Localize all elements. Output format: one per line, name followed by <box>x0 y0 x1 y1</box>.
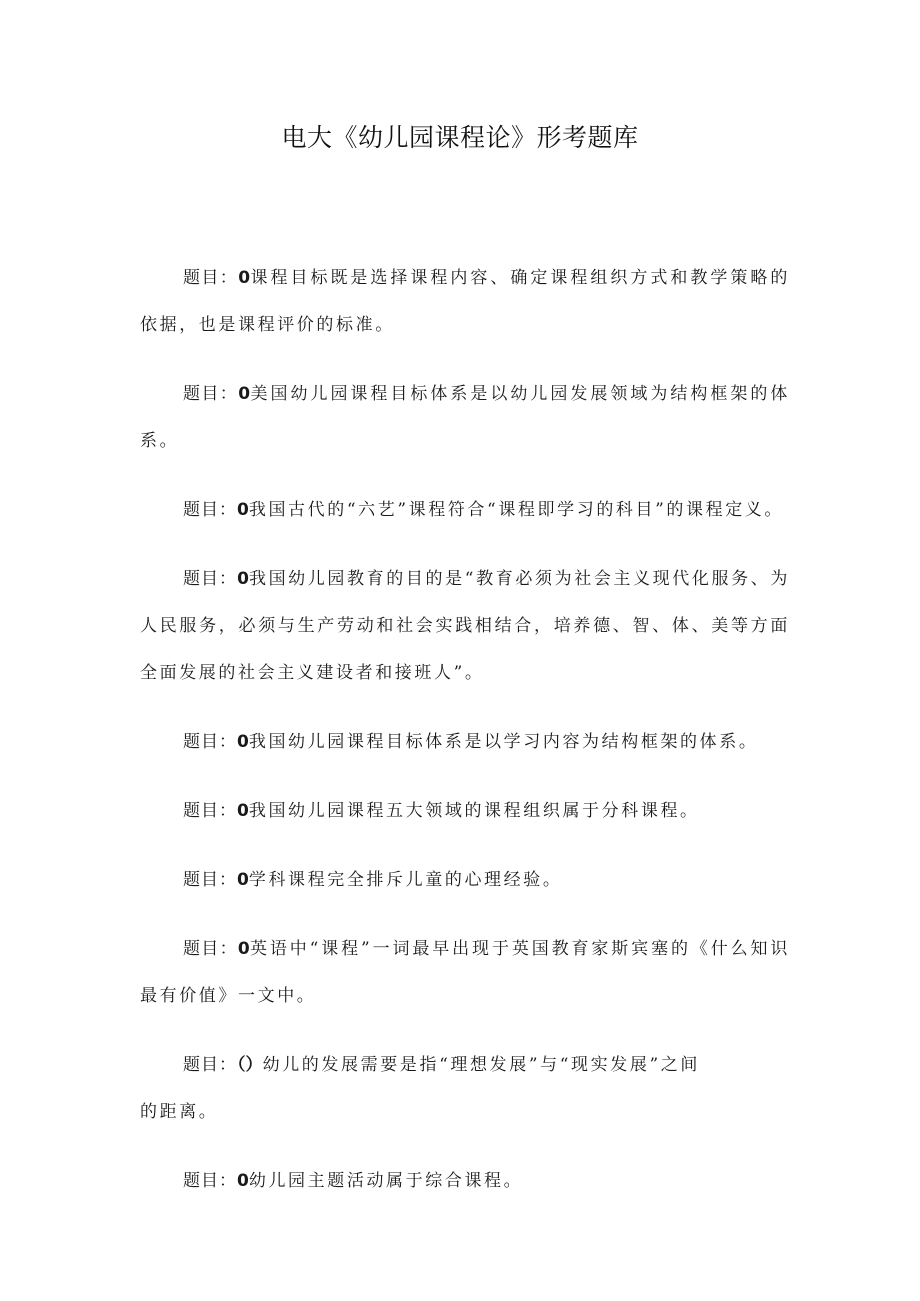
answer-blank: 0 <box>237 569 249 589</box>
question-item <box>140 371 790 465</box>
question-item <box>140 719 790 766</box>
question-item <box>140 1158 790 1205</box>
answer-blank: 0 <box>237 870 249 890</box>
question-label: 题目： <box>183 870 237 890</box>
question-item <box>140 487 790 534</box>
question-text: 英语中“课程”一词最早出现于英国教育家斯宾塞的《什么知识最有价值》一文中。 <box>140 939 790 1006</box>
answer-blank: 0 <box>237 1171 249 1191</box>
answer-blank: 0 <box>237 801 249 821</box>
question-text: 我国幼儿园课程五大领域的课程组织属于分科课程。 <box>248 801 700 821</box>
question-text: 幼儿的发展需要是指“理想发展”与“现实发展”之间的距离。 <box>140 1055 701 1122</box>
question-text: 美国幼儿园课程目标体系是以幼儿园发展领域为结构框架的体系。 <box>140 384 791 451</box>
question-label: 题目： <box>183 569 238 589</box>
question-text: 课程目标既是选择课程内容、确定课程组织方式和教学策略的依据，也是课程评价的标准。 <box>140 268 791 335</box>
question-text: 学科课程完全排斥儿童的心理经验。 <box>248 870 563 890</box>
answer-blank: 0 <box>238 268 251 288</box>
question-list <box>140 255 790 1227</box>
question-label: 题目： <box>183 939 238 959</box>
question-label: 题目： <box>183 1055 238 1075</box>
question-label: 题目： <box>183 801 237 821</box>
document-title: 电大《幼儿园课程论》形考题库 <box>281 123 639 152</box>
answer-blank: 0 <box>237 500 249 520</box>
question-text: 我国幼儿园课程目标体系是以学习内容为结构框架的体系。 <box>248 732 759 752</box>
answer-blank: 0 <box>237 732 249 752</box>
question-label: 题目： <box>183 384 239 404</box>
answer-blank: 0 <box>237 939 250 959</box>
question-text: 我国幼儿园教育的目的是“教育必须为社会主义现代化服务、为人民服务，必须与生产劳动和社会实践相结合，培养德、智、体、美等方面全面发展的社会主义建设者和接班人”。 <box>140 569 791 683</box>
question-label: 题目： <box>183 268 239 288</box>
question-text: 幼儿园主题活动属于综合课程。 <box>248 1171 524 1191</box>
question-item <box>140 857 790 904</box>
question-item <box>140 788 790 835</box>
question-item <box>140 926 790 1020</box>
question-item <box>140 255 790 349</box>
answer-blank: （） <box>237 1055 263 1075</box>
question-item <box>140 1042 700 1136</box>
question-item <box>140 556 790 697</box>
question-label: 题目： <box>183 1171 237 1191</box>
answer-blank: 0 <box>238 384 251 404</box>
question-text: 我国古代的“六艺”课程符合“课程即学习的科目”的课程定义。 <box>248 500 785 520</box>
question-label: 题目： <box>183 500 237 520</box>
question-label: 题目： <box>183 732 237 752</box>
